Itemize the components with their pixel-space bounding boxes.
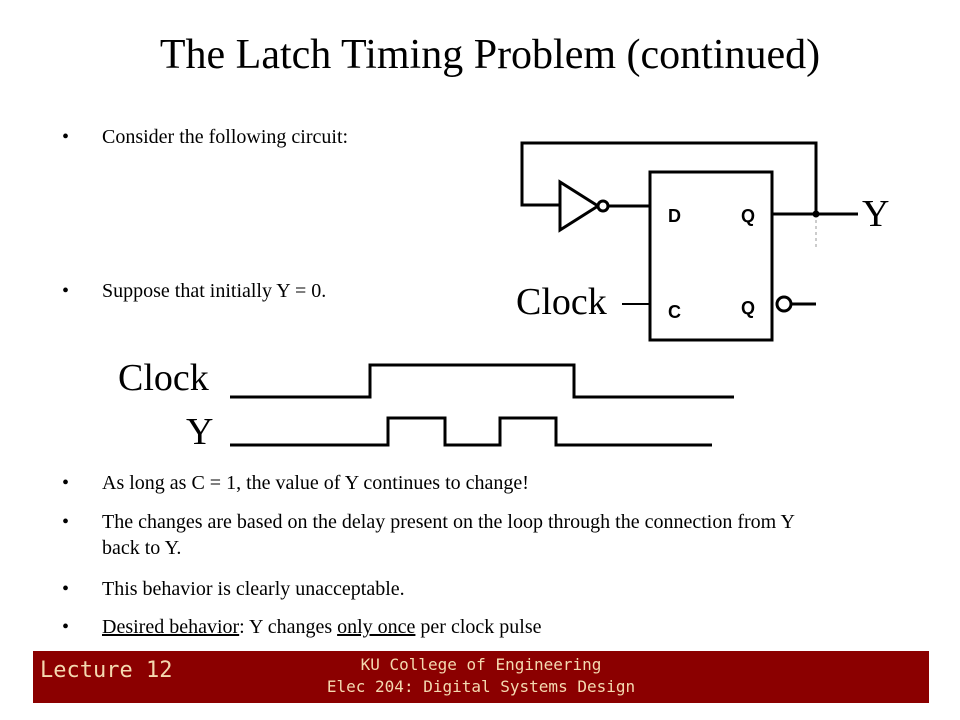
bullet-consider: • Consider the following circuit: [62,126,349,148]
only-once-emphasis: only once [337,616,416,638]
bullet-dot: • [62,511,70,533]
bullet-dot: • [62,616,70,638]
q-label: Q [741,206,756,226]
bullet-dot: • [62,578,70,600]
lecture-number: Lecture 12 [40,658,173,683]
footer-course-info [33,654,929,698]
clock-waveform [230,365,734,397]
y-waveform [230,418,712,445]
y-output-label: Y [862,193,890,235]
clock-input-label: Clock [516,281,607,323]
bullet-dot: • [62,280,70,302]
inverter-gate [560,182,598,230]
college-name: KU College of Engineering [360,655,602,674]
course-name: Elec 204: Digital Systems Design [326,677,636,696]
inverter-bubble [598,201,608,211]
bullet-behavior: • This behavior is clearly unacceptable. [62,578,405,600]
slide-title: The Latch Timing Problem (continued) [159,32,821,78]
timing-y-label: Y [186,411,214,453]
bullet-suppose: • Suppose that initially Y = 0. [62,280,327,302]
desired-label: Desired behavior [102,616,240,638]
junction-dot [813,211,820,218]
qbar-bubble [777,297,791,311]
bullet-desired: • Desired behavior: Y changes only once per clock pulse [62,616,542,638]
footer-bar [33,651,929,703]
c-label: C [668,302,681,322]
bullet-as-long: • As long as C = 1, the value of Y continues to change! [62,472,529,494]
bullet-changes: • The changes are based on the delay present on the loop through the connection from Y back to Y. [62,511,795,559]
bullet-dot: • [62,472,70,494]
d-label: D [668,206,681,226]
qbar-label: Q [741,298,756,318]
timing-clock-label: Clock [118,357,209,399]
bullet-dot: • [62,126,70,148]
